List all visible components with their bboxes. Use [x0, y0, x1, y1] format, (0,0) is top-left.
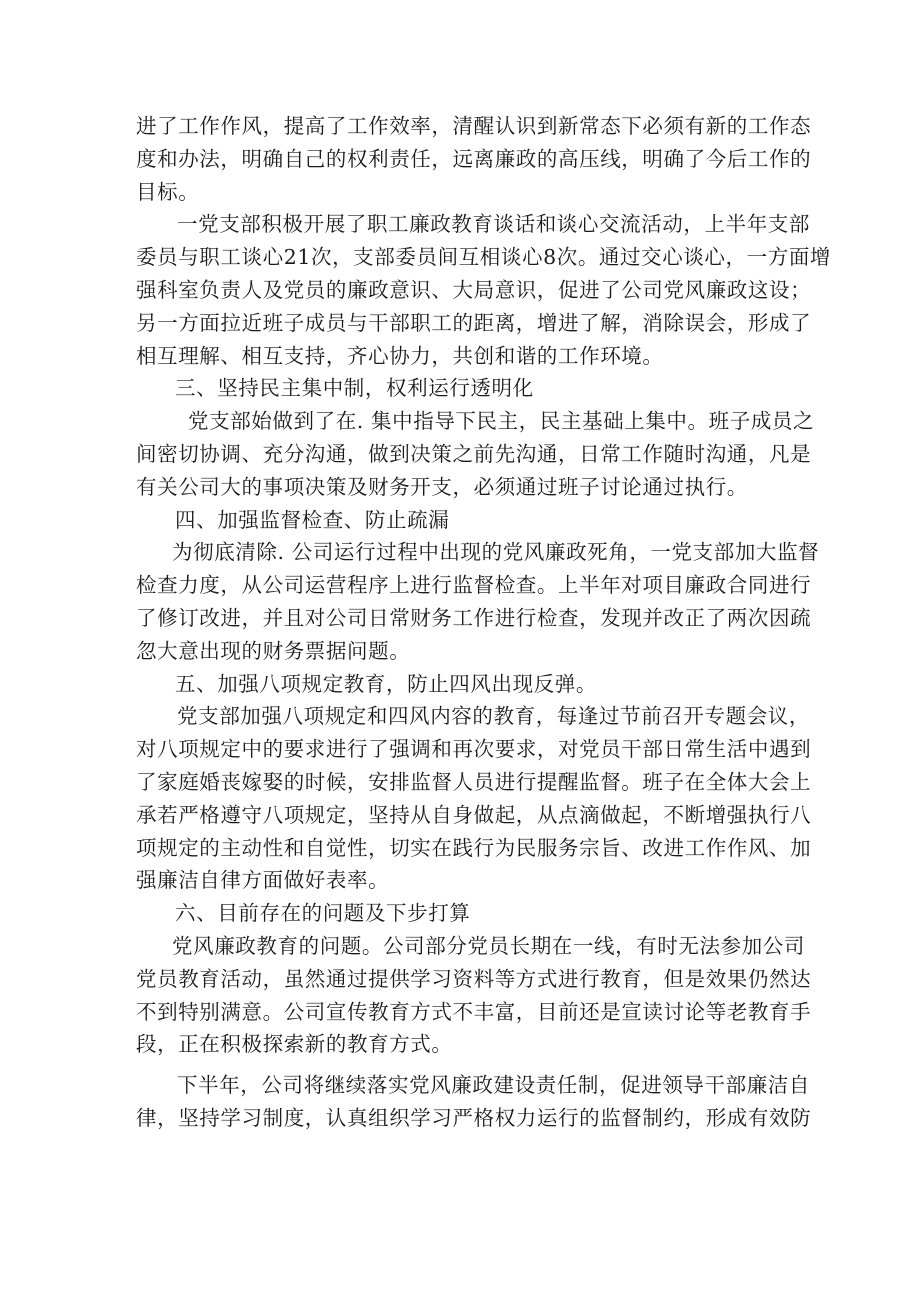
paragraph-1	[136, 110, 812, 208]
text-line: 间密切协调、充分沟通，做到决策之前先沟通，日常工作随时沟通，凡是	[136, 441, 812, 466]
paragraph-4	[136, 536, 820, 667]
text-line: 相互理解、相互支持，齐心协力，共创和谐的工作环境。	[136, 343, 664, 368]
text-line: 强廉洁自律方面做好表率。	[136, 868, 390, 893]
text-line: 另一方面拉近班子成员与干部职工的距离，增进了解，消除误会，形成了	[136, 310, 812, 335]
text-line: 一党支部积极开展了职工廉政教育谈话和谈心交流活动，上半年支部	[177, 212, 810, 237]
text-line: 党支部始做到了在. 集中指导下民主，民主基础上集中。班子成员之	[188, 409, 815, 434]
document-body	[136, 110, 832, 1135]
text-line: 委员与职工谈心21次，支部委员间互相谈心8次。通过交心谈心，一方面增	[136, 245, 832, 270]
text-line: 为彻底清除. 公司运行过程中出现的党风廉政死角，一党支部加大监督	[172, 540, 820, 565]
paragraph-2	[136, 208, 832, 372]
section-heading-3: 三、坚持民主集中制，权利运行透明化	[175, 376, 534, 401]
text-line: 对八项规定中的要求进行了强调和再次要求，对党员干部日常生活中遇到	[136, 737, 812, 762]
text-line: 度和办法，明确自己的权利责任，远离廉政的高压线，明确了今后工作的	[136, 146, 812, 171]
text-line: 不到特别满意。公司宣传教育方式不丰富，目前还是宣读讨论等老教育手	[136, 999, 812, 1024]
text-line: 项规定的主动性和自觉性，切实在践行为民服务宗旨、改进工作作风、加	[136, 835, 812, 860]
section-heading-5: 五、加强八项规定教育，防止四风出现反弹。	[175, 671, 597, 696]
paragraph-gap	[136, 1061, 786, 1069]
text-line: 忽大意出现的财务票据问题。	[136, 638, 411, 663]
text-line: 强科室负责人及党员的廉政意识、大局意识，促进了公司党风廉政这设；	[136, 277, 812, 302]
text-line: 了家庭婚丧嫁娶的时候，安排监督人员进行提醒监督。班子在全体大会上	[136, 769, 812, 794]
paragraph-5	[136, 700, 812, 897]
text-line: 有关公司大的事项决策及财务开支，必须通过班子讨论通过执行。	[136, 474, 748, 499]
text-line: 段，正在积极探索新的教育方式。	[136, 1032, 453, 1057]
paragraph-6	[136, 930, 812, 1061]
section-heading-6: 六、目前存在的问题及下步打算	[175, 901, 471, 926]
text-line: 检查力度，从公司运营程序上进行监督检查。上半年对项目廉政合同进行	[136, 573, 812, 598]
section-heading-4: 四、加强监督检查、防止疏漏	[175, 507, 450, 532]
text-line: 了修订改进，并且对公司日常财务工作进行检查，发现并改正了两次因疏	[136, 605, 812, 630]
paragraph-7	[136, 1069, 812, 1135]
text-line: 下半年，公司将继续落实党风廉政建设责任制，促进领导干部廉洁自	[177, 1073, 810, 1098]
text-line: 承若严格遵守八项规定，坚持从自身做起，从点滴做起，不断增强执行八	[136, 802, 812, 827]
text-line: 目标。	[136, 179, 200, 204]
text-line: 党支部加强八项规定和四风内容的教育，每逢过节前召开专题会议，	[177, 704, 810, 729]
text-line: 进了工作作风，提高了工作效率，清醒认识到新常态下必须有新的工作态	[136, 114, 812, 138]
paragraph-3	[136, 405, 815, 503]
text-line: 党员教育活动，虽然通过提供学习资料等方式进行教育，但是效果仍然达	[136, 966, 812, 991]
text-line: 党风廉政教育的问题。公司部分党员长期在一线，有时无法参加公司	[172, 933, 805, 958]
text-line: 律，坚持学习制度，认真组织学习严格权力运行的监督制约，形成有效防	[136, 1105, 812, 1130]
